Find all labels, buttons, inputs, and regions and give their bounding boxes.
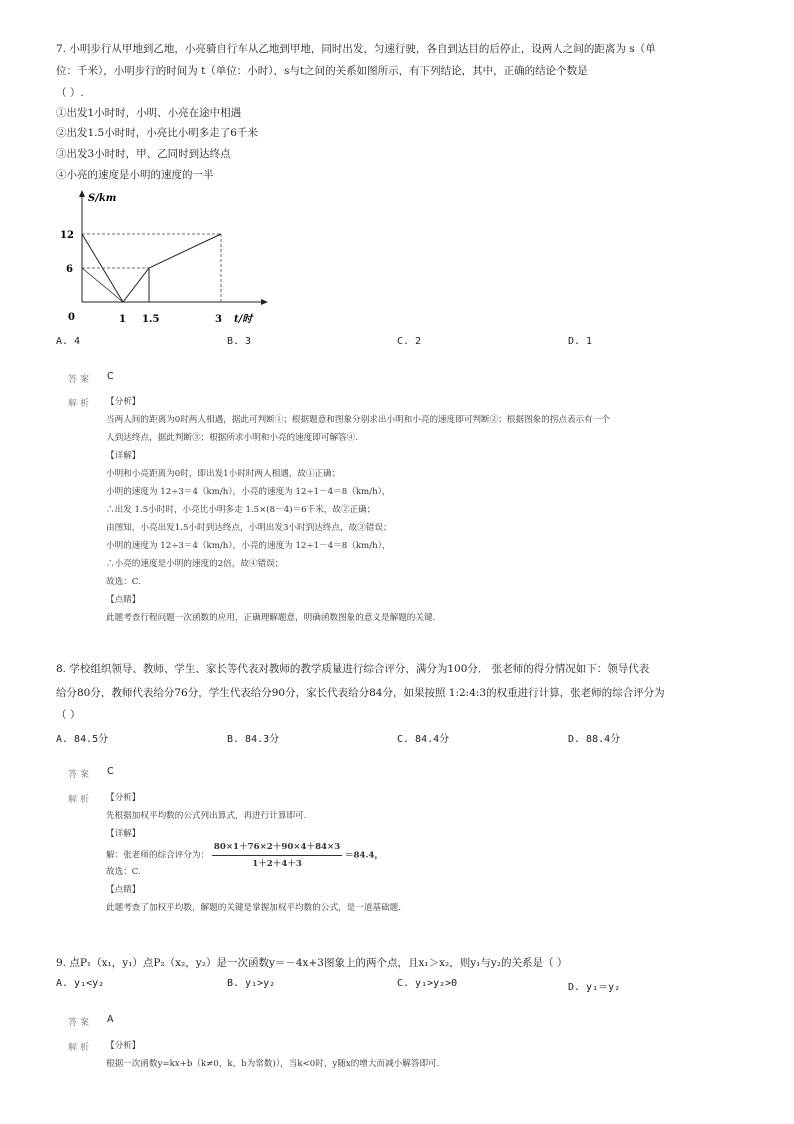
q7-distance-time-graph [56,188,276,330]
q7-option-a: A. 4 [56,336,81,347]
q9-analysis: 根据一次函数y=kx+b（k≠0，k，b为常数)），当k<0时，y随x的增大而减小解答即可. [106,1059,440,1069]
q7-detail-line7: 故选：C. [106,577,141,587]
xtick-1-5: 1.5 [142,314,160,325]
q8-answer: C [107,766,114,777]
q8-detail-prefix: 解：张老师的综合评分为： [106,850,210,861]
q9-analysis-head: 【分析】 [106,1041,141,1051]
q7-option-d: D. 1 [568,336,593,347]
q8-fraction-result: ＝84.4， [344,850,384,861]
q7-detail-line2: 小明的速度为 12÷3＝4（km/h），小亮的速度为 12÷1－4＝8（km/h）， [106,487,391,497]
q8-option-d: D. 88.4分 [568,734,621,745]
q7-detail-line3: ∴出发 1.5小时时，小亮比小明多走 1.5×(8－4)＝6千米，故②正确； [106,505,376,515]
q8-detail-head: 【详解】 [106,829,141,839]
distance-line [82,234,221,302]
y-axis-arrow [79,190,85,197]
q7-comment: 此题考查行程问题一次函数的应用，正确理解题意，明确函数图象的意义是解题的关键. [106,613,436,623]
q8-analysis-head: 【分析】 [106,793,141,803]
y-axis-label: S/km [88,193,117,204]
q7-analysis-tag: 解析 [68,399,93,409]
q7-statement-3: ③出发3小时时，甲、乙同时到达终点 [56,148,231,160]
q8-fraction-numerator: 80×1＋76×2＋90×4＋84×3 [212,840,342,856]
origin-label: 0 [68,312,75,323]
q7-analysis-line1: 当两人间的距离为0时两人相遇，据此可判断①；根据题意和图象分别求出小明和小亮的速度即可判断②；根据图象的拐点表示有一个 [106,415,610,425]
q7-answer: C [107,371,114,382]
q7-option-b: B. 3 [227,336,252,347]
q7-option-c: C. 2 [397,336,422,347]
diag-12-to-1 [82,268,123,302]
q7-detail-line4: 由图知，小亮出发1.5小时到达终点，小明出发3小时到达终点，故③错误； [106,523,392,533]
ytick-6: 6 [66,264,73,275]
q7-stem-line1: 7. 小明步行从甲地到乙地，小亮骑自行车从乙地到甲地，同时出发，匀速行驶，各自到达目的后停止，设两人之间的距离为 s（单 [56,43,656,55]
x-axis-arrow [261,299,268,305]
ytick-12: 12 [60,230,74,241]
q7-statement-4: ④小亮的速度是小明的速度的一半 [56,169,214,181]
q8-analysis: 先根据加权平均数的公式列出算式，再进行计算即可. [106,811,307,821]
q8-detail-end: 故选：C. [106,867,141,877]
q8-option-b: B. 84.3分 [227,734,280,745]
q9-option-c: C. y₁>y₂>0 [397,978,458,989]
q8-answer-tag: 答案 [68,770,93,780]
q9-answer-tag: 答案 [68,1018,93,1028]
q9-option-d: D. y₁＝y₂ [568,982,621,993]
q9-answer: A [107,1014,114,1025]
q8-analysis-tag: 解析 [68,795,93,805]
q7-detail-line6: ∴小亮的速度是小明的速度的2倍，故④错误； [106,559,284,569]
q8-fraction [212,840,342,871]
q7-comment-head: 【点睛】 [106,595,141,605]
q9-option-b: B. y₁>y₂ [227,978,276,989]
q8-fraction-denominator: 1＋2＋4＋3 [252,859,302,869]
q8-stem-line3: （ ） [56,709,81,721]
q7-statement-2: ②出发1.5小时时，小亮比小明多走了6千米 [56,127,258,139]
xtick-1: 1 [119,314,126,325]
q9-stem: 9. 点P₁（x₁，y₁）点P₂（x₂，y₂）是一次函数y＝－4x+3图象上的两个点，且x₁＞x₂，则y₁与y₂的关系是（ ） [56,957,568,969]
q8-comment-head: 【点睛】 [106,885,141,895]
q7-stem-line3: （ ）. [56,87,84,99]
q7-analysis-head: 【分析】 [106,397,141,407]
q7-stem-line2: 位：千米），小明步行的时间为 t（单位：小时），s与t之间的关系如图所示，有下列结论，其中，正确的结论个数是 [56,65,588,77]
q7-analysis-line2: 人到达终点，据此判断③；根据所求小明和小亮的速度即可解答④. [106,433,358,443]
q8-option-c: C. 84.4分 [397,734,450,745]
q7-statement-1: ①出发1小时时，小明、小亮在途中相遇 [56,107,242,119]
xtick-3: 3 [215,314,222,325]
q8-stem-line2: 给分80分，教师代表给分76分，学生代表给分90分，家长代表给分84分，如果按照 1:2:4:3的权重进行计算，张老师的综合评分为 [56,687,665,699]
q9-option-a: A. y₁<y₂ [56,978,105,989]
q8-comment: 此题考查了加权平均数，解题的关键是掌握加权平均数的公式，是一道基础题. [106,903,401,913]
q7-detail-head: 【详解】 [106,451,141,461]
q7-detail-line1: 小明和小亮距离为0时，即出发1小时时两人相遇，故①正确； [106,469,341,479]
q8-detail-formula [106,840,383,871]
q8-option-a: A. 84.5分 [56,734,109,745]
q8-stem-line1: 8. 学校组织领导、教师、学生、家长等代表对教师的教学质量进行综合评分，满分为100分． 张老师的得分情况如下：领导代表 [56,663,650,675]
x-axis-label: t/时 [234,314,253,325]
q7-answer-tag: 答案 [68,375,93,385]
q9-analysis-tag: 解析 [68,1043,93,1053]
q7-detail-line5: 小明的速度为 12÷3＝4（km/h），小亮的速度为 12÷1－4＝8（km/h）， [106,541,391,551]
